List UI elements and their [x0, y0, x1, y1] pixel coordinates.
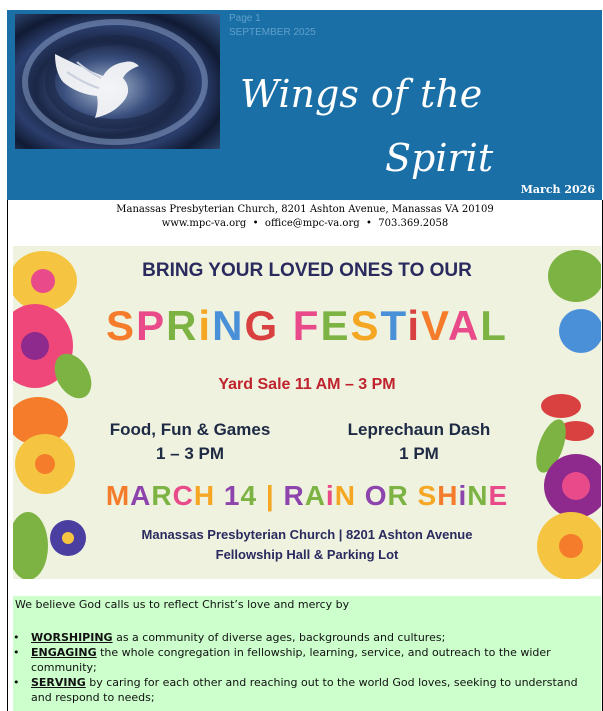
mission-intro: We believe God calls us to reflect Christ’s love and mercy by — [15, 598, 350, 611]
mission-statement — [13, 596, 601, 711]
mission-keyword: WORSHIPING — [31, 631, 113, 644]
contact-line — [8, 217, 602, 231]
bullet: • — [13, 631, 20, 644]
bullet: • — [13, 676, 20, 689]
issue-date: March 2026 — [520, 183, 595, 196]
leprechaun-dash-title: Leprechaun Dash — [347, 420, 491, 439]
spring-festival-flyer — [13, 246, 601, 579]
email-link[interactable]: office@mpc-va.org — [264, 218, 360, 229]
mission-text: by caring for each other and reaching out to the world God loves, seeking to understand and respond to needs; — [31, 676, 578, 704]
mission-text: the whole congregation in fellowship, learning, service, and outreach to the wider community; — [31, 646, 551, 674]
website-link[interactable]: www.mpc-va.org — [161, 218, 247, 229]
mission-text: as a community of diverse ages, backgrounds and cultures; — [112, 631, 446, 644]
leprechaun-dash — [309, 418, 529, 466]
church-address — [8, 203, 602, 231]
newsletter-title-line1: Wings of the — [240, 72, 483, 116]
festival-title: SPRiNG FESTiVAL — [106, 302, 508, 349]
yard-sale-time: Yard Sale 11 AM – 3 PM — [218, 376, 396, 393]
mission-keyword: SERVING — [31, 676, 86, 689]
separator: • — [365, 218, 372, 229]
phone-number: 703.369.2058 — [378, 218, 449, 229]
food-fun-games-title: Food, Fun & Games — [109, 420, 271, 439]
newsletter-title-line2: Spirit — [385, 136, 494, 180]
separator: • — [252, 218, 259, 229]
food-fun-games — [80, 418, 300, 466]
leprechaun-dash-time: 1 PM — [399, 444, 439, 463]
location-line2: Fellowship Hall & Parking Lot — [215, 547, 399, 562]
mission-keyword: ENGAGING — [31, 646, 97, 659]
header-banner — [7, 10, 602, 200]
month-label: SEPTEMBER 2025 — [229, 27, 316, 38]
address-line: Manassas Presbyterian Church, 8201 Ashton Avenue, Manassas VA 20109 — [116, 204, 494, 215]
page-meta — [229, 12, 316, 40]
content-frame — [7, 200, 603, 711]
mission-list — [13, 630, 593, 705]
location-line1: Manassas Presbyterian Church | 8201 Ashton Avenue — [141, 527, 473, 542]
food-fun-games-time: 1 – 3 PM — [155, 444, 225, 463]
list-item — [13, 630, 593, 645]
list-item — [13, 645, 593, 675]
page-label: Page 1 — [229, 13, 261, 24]
festival-date: MARCH 14 | RAiN OR SHiNE — [105, 480, 509, 511]
list-item — [13, 675, 593, 705]
flyer-heading: BRING YOUR LOVED ONES TO OUR — [142, 260, 472, 281]
dove-painting-image — [15, 14, 220, 149]
bullet: • — [13, 646, 20, 659]
dove-icon — [15, 14, 220, 149]
